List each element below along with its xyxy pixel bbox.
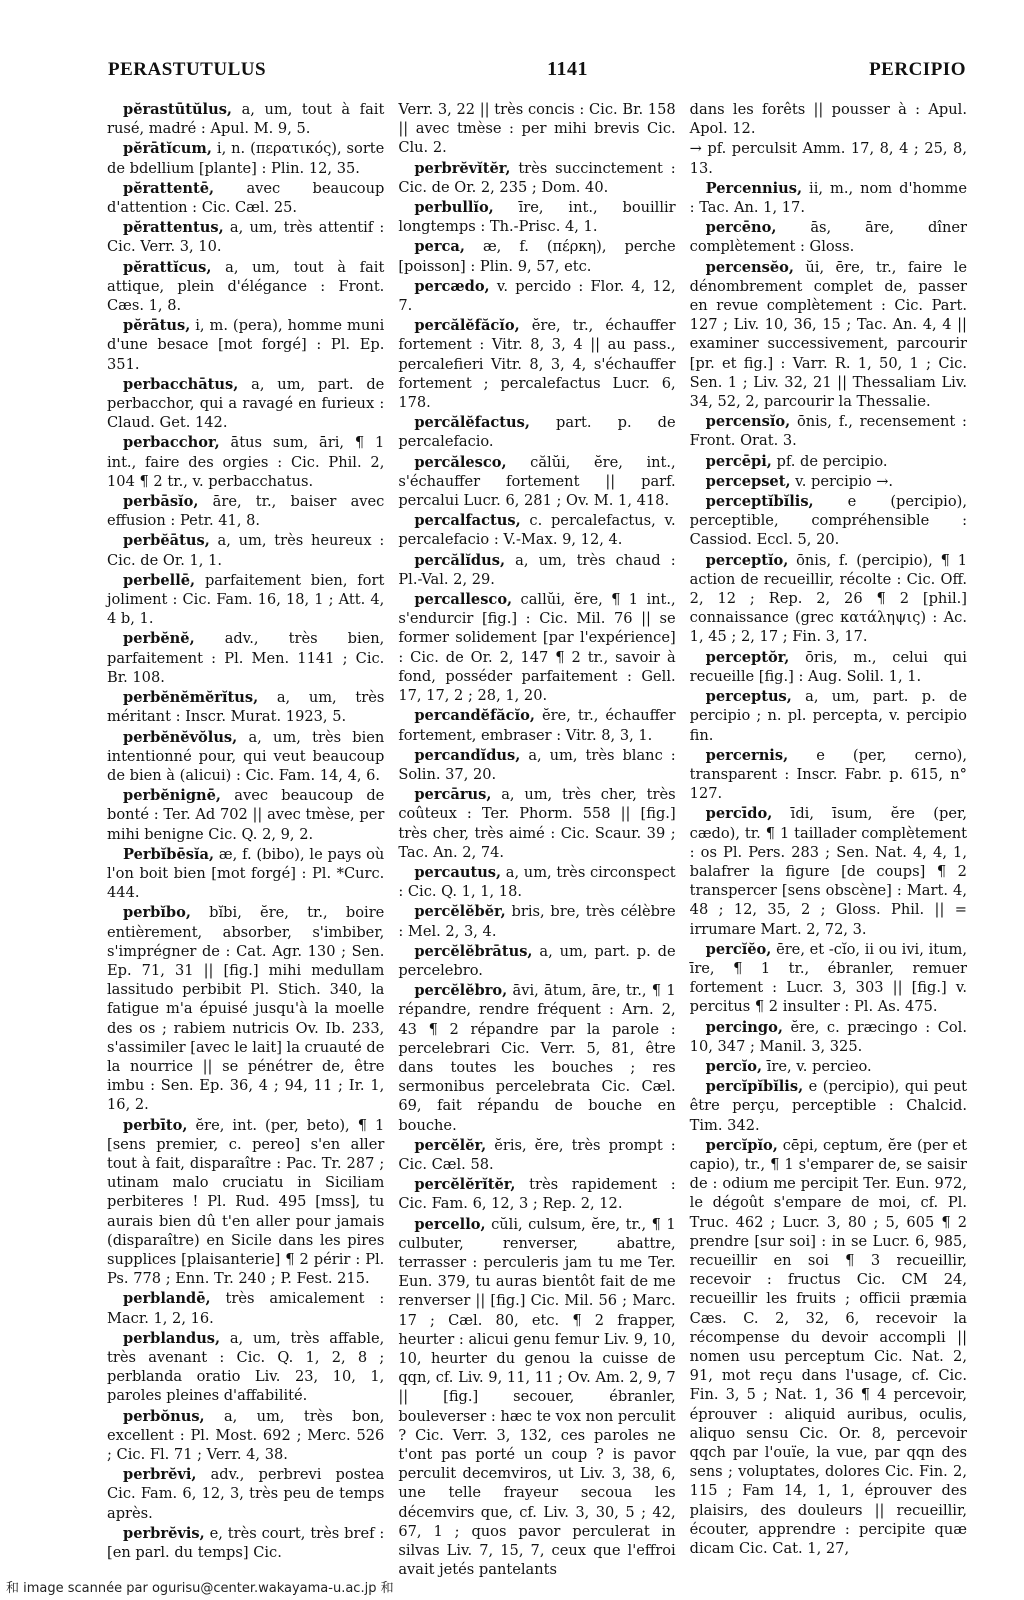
entry-headword: percĕlĕbĕr,: [414, 903, 506, 921]
entry-definition: bris, bre, très célèbre : Mel. 2, 3, 4.: [398, 903, 676, 940]
entry-headword: pĕrattentē,: [123, 179, 215, 197]
entry-headword: perbĕnignē,: [123, 787, 222, 805]
dictionary-entry: [107, 845, 384, 903]
dictionary-entry: [107, 1289, 384, 1327]
entry-headword: percălĕfactus,: [414, 414, 530, 432]
dictionary-entry: [690, 492, 967, 550]
dictionary-entry: [398, 981, 675, 1135]
entry-definition: æ, f. (bibo), le pays où l'on boit bien [mot forgé] : Pl. *Curc. 444.: [107, 845, 385, 902]
entry-definition: ĕre, tr., échauffer fortement : Vitr. 8, 3, 4 || au pass., percalefieri Vitr. 8, 3, 4, s'échauffer fortement ; percalefactus Lucr. 6, 178.: [398, 317, 676, 412]
entry-headword: percīdo,: [705, 805, 773, 823]
entry-definition: dans les forêts || pousser à : Apul. Apol. 12.: [689, 101, 967, 138]
entry-headword: percălĕfăcĭo,: [414, 317, 520, 335]
entry-definition: a, um, part. de perbacchor, qui a ravagé en furieux : Claud. Get. 142.: [107, 375, 385, 432]
entry-definition: e, très court, très bref : [en parl. du temps] Cic.: [107, 1524, 385, 1562]
dictionary-entry: [690, 1057, 967, 1076]
dictionary-entry: [690, 687, 967, 745]
entry-definition: pf. de percipio.: [771, 452, 888, 470]
dictionary-entry: [398, 590, 675, 705]
dictionary-entry: [107, 728, 384, 786]
entry-definition: a, um, part. p. de percipio ; n. pl. percepta, v. percipio fin.: [689, 688, 967, 744]
entry-headword: percingo,: [705, 1018, 783, 1036]
entry-headword: perceptus,: [705, 688, 792, 706]
entry-headword: perbrĕvis,: [123, 1524, 205, 1542]
entry-definition: v. percipio →.: [790, 472, 894, 490]
dictionary-entry: [107, 258, 384, 316]
dictionary-entry: [107, 433, 384, 491]
entry-headword: perceptĭo,: [705, 551, 789, 569]
entry-definition: très succinctement : Cic. de Or. 2, 235 ; Dom. 40.: [398, 159, 676, 196]
dictionary-entry: [107, 688, 384, 726]
entry-headword: percălesco,: [414, 453, 507, 471]
column-1: [107, 100, 385, 1562]
entry-headword: percandĕfăcĭo,: [414, 707, 535, 725]
column-2: [398, 100, 676, 1579]
entry-definition: Verr. 3, 22 || très concis : Cic. Br. 158 || avec tmèse : per mihi brevis Cic. Clu. 2.: [398, 101, 676, 157]
dictionary-entry: [398, 237, 675, 275]
entry-definition: i, m. (pera), homme muni d'une besace [mot forgé] : Pl. Ep. 351.: [107, 317, 385, 373]
dictionary-entry: [690, 139, 967, 177]
entry-definition: callŭi, ĕre, ¶ 1 int., s'endurcir [fig.] : Cic. Mil. 76 || se former solidement [par l'expérience] : Cic. de Or. 2, 147 ¶ 2 tr., savoir à fond, posséder parfaitement : Gell. 17, 17, 2 ; 28, 1, 20.: [398, 591, 676, 705]
entry-definition: très rapidement : Cic. Fam. 6, 12, 3 ; Rep. 2, 12.: [398, 1176, 676, 1213]
dictionary-entry: [398, 785, 675, 862]
entry-headword: percautus,: [414, 863, 502, 881]
dictionary-entry: [398, 413, 675, 451]
entry-headword: perbrĕvĭtĕr,: [414, 159, 511, 177]
dictionary-entry: [690, 472, 967, 491]
entry-definition: ĕre, tr., échauffer fortement, embraser : Vitr. 8, 3, 1.: [398, 707, 676, 744]
entry-definition: avec beaucoup d'attention : Cic. Cæl. 25.: [107, 179, 385, 217]
dictionary-entry: [398, 316, 675, 412]
entry-definition: part. p. de percalefacio.: [398, 414, 676, 451]
entry-headword: percĕlĕrĭtĕr,: [414, 1176, 516, 1194]
entry-definition: i, n. (περατικός), sorte de bdellium [plante] : Plin. 12, 35.: [107, 140, 385, 177]
dictionary-entry: [398, 100, 675, 158]
entry-headword: perbĕnĕ,: [123, 630, 195, 648]
dictionary-entry: [398, 1175, 675, 1213]
dictionary-entry: [398, 277, 675, 315]
entry-headword: percēpi,: [705, 452, 772, 470]
entry-definition: ōnis, f. (percipio), ¶ 1 action de recueillir, récolte : Cic. Off. 2, 12 ; Rep. 2, 26 ¶ 2 [phil.] connaissance (grec κατάληψις) : Ac. 1, 45 ; 2, 17 ; Fin. 3, 17.: [689, 551, 967, 646]
entry-headword: perbrĕvi,: [123, 1466, 197, 1484]
entry-definition: e (percipio), qui peut être perçu, perceptible : Chalcid. Tim. 342.: [689, 1078, 967, 1134]
entry-definition: a, um, très attentif : Cic. Verr. 3, 10.: [107, 219, 385, 256]
dictionary-entry: [107, 492, 384, 530]
entry-headword: percensĭo,: [705, 413, 791, 431]
entry-definition: e (per, cerno), transparent : Inscr. Fabr. p. 615, n° 127.: [689, 746, 967, 803]
entry-definition: ii, m., nom d'homme : Tac. An. 1, 17.: [689, 179, 967, 217]
dictionary-entry: [107, 531, 384, 569]
entry-headword: percensĕo,: [705, 258, 794, 276]
dictionary-entry: [398, 863, 675, 901]
entry-headword: percello,: [414, 1215, 486, 1233]
entry-headword: perbĭbo,: [123, 904, 191, 922]
entry-definition: călŭi, ĕre, int., s'échauffer fortement || parf. percalui Lucr. 6, 281 ; Ov. M. 1, 418.: [398, 453, 676, 510]
dictionary-entry: [690, 804, 967, 938]
entry-definition: a, um, très cher, très coûteux : Ter. Phorm. 558 || [fig.] très cher, très aimé : Cic. Scaur. 39 ; Tac. An. 2, 74.: [398, 786, 676, 861]
entry-headword: pĕrattentus,: [123, 219, 224, 237]
dictionary-entry: [107, 179, 384, 217]
dictionary-entry: [107, 903, 384, 1114]
dictionary-entry: [398, 198, 675, 236]
dictionary-entry: [690, 1136, 967, 1558]
entry-headword: Perbĭbēsĭa,: [123, 845, 215, 863]
dictionary-entry: [690, 218, 967, 256]
dictionary-entry: [690, 1077, 967, 1135]
entry-definition: ātus sum, āri, ¶ 1 int., faire des orgies : Cic. Phil. 2, 104 ¶ 2 tr., v. perbacchatus.: [107, 434, 385, 490]
entry-definition: a, um, très heureux : Cic. de Or. 1, 1.: [107, 532, 385, 569]
page-number: 1141: [547, 58, 589, 80]
dictionary-entry: [690, 412, 967, 450]
entry-definition: ŭi, ēre, tr., faire le dénombrement complet de, passer en revue complètement : Cic. Part. 127 ; Liv. 10, 36, 15 ; Tac. An. 4, 4 || examiner successivement, parcourir [pr. et fig.] : Varr. R. 1, 50, 1 ; Cic. Sen. 1 ; Liv. 32, 21 || Thessaliam Liv. 34, 52, 2, parcourir la Thessalie.: [689, 258, 967, 411]
dictionary-entry: [107, 1524, 384, 1562]
dictionary-entry: [107, 375, 384, 433]
entry-definition: īre, v. percieo.: [762, 1057, 872, 1075]
entry-definition: très amicalement : Macr. 1, 2, 16.: [107, 1290, 385, 1327]
entry-definition: → pf. perculsit Amm. 17, 8, 4 ; 25, 8, 13.: [689, 140, 967, 177]
entry-definition: a, um, très bon, excellent : Pl. Most. 692 ; Merc. 526 ; Cic. Fl. 71 ; Verr. 4, 38.: [107, 1407, 385, 1464]
entry-headword: perca,: [414, 238, 465, 256]
entry-headword: perceptŏr,: [705, 648, 790, 666]
entry-definition: ĕre, c. præcingo : Col. 10, 347 ; Manil. 3, 325.: [689, 1018, 967, 1055]
entry-headword: percĭpĭbĭlis,: [705, 1078, 804, 1096]
dictionary-entry: [107, 629, 384, 687]
dictionary-entry: [398, 159, 675, 197]
entry-definition: a, um, très chaud : Pl.-Val. 2, 29.: [398, 551, 676, 588]
dictionary-entry: [690, 940, 967, 1017]
dictionary-entry: [107, 1407, 384, 1465]
entry-headword: pĕrātus,: [123, 317, 191, 335]
entry-definition: c. percalefactus, v. percalefacio : V.-Max. 9, 12, 4.: [398, 512, 676, 549]
entry-headword: perbellē,: [123, 571, 196, 589]
entry-headword: perbĕnĕmĕrĭtus,: [123, 689, 259, 707]
scan-credit: 和 image scannée par ogurisu@center.wakayama-u.ac.jp 和: [6, 1581, 394, 1596]
entry-definition: ās, āre, dîner complètement : Gloss.: [689, 219, 967, 256]
dictionary-entry: [107, 1116, 384, 1289]
dictionary-entry: [107, 100, 384, 138]
entry-headword: perbacchātus,: [123, 375, 239, 393]
entry-definition: cēpi, ceptum, ĕre (per et capio), tr., ¶ 1 s'emparer de, se saisir de : odium me percipit Ter. Eun. 972, le dégoût s'empare de moi, cf. Pl. Truc. 462 ; Lucr. 3, 80 ; 5, 605 ¶ 2 prendre [sur soi] : in se Lucr. 6, 985, recueillir en soi ¶ 3 recueillir, recevoir : fructus Cic. CM 24, recueillir les fruits ; officii præmia Cæs. C. 2, 32, 6, recevoir la récompense du devoir accompli || nomen usu perceptum Cic. Nat. 2, 91, mot reçu dans l'usage, cf. Cic. Fin. 3, 5 ; Nat. 1, 36 ¶ 4 percevoir, éprouver : aliquid auribus, oculis, aliquo sensu Cic. Or. 8, percevoir qqch par l'ouïe, la vue, par qqn des sens ; voluptates, dolores Cic. Fin. 2, 115 ; Fam 14, 1, 1, éprouver des plaisirs, des douleurs || recueillir, écouter, apprendre : percipite quæ dicam Cic. Cat. 1, 27,: [689, 1136, 967, 1558]
entry-headword: percārus,: [414, 786, 492, 804]
entry-headword: perbĕnĕvŏlus,: [123, 728, 238, 746]
entry-definition: v. percido : Flor. 4, 12, 7.: [398, 277, 676, 315]
dictionary-entry: [398, 706, 675, 744]
entry-headword: percædo,: [414, 277, 490, 295]
entry-definition: ĕris, ĕre, très prompt : Cic. Cæl. 58.: [398, 1136, 676, 1173]
entry-headword: Percennius,: [705, 179, 803, 197]
dictionary-entry: [398, 902, 675, 940]
entry-definition: a, um, part. p. de percelebro.: [398, 942, 676, 979]
column-3: [689, 100, 967, 1558]
entry-headword: percĭpĭo,: [705, 1136, 778, 1154]
entry-headword: percalfactus,: [414, 512, 521, 530]
entry-definition: bĭbi, ĕre, tr., boire entièrement, absorber, s'imbiber, s'imprégner de : Cat. Agr. 130 ; Sen. Ep. 71, 31 || [fig.] mihi medullam lassitudo perbibit Pl. Stich. 340, la fatigue m'a épuisé jusqu'à la moelle des os ; rabiem nutricis Ov. Ib. 233, s'assimiler [avec le lait] la cruauté de la nourrice || se pénétrer de, être imbu : Sen. Ep. 36, 4 ; 94, 11 ; Ir. 1, 16, 2.: [107, 904, 385, 1114]
entry-definition: e (percipio), perceptible, compréhensible : Cassiod. Eccl. 5, 20.: [689, 493, 967, 549]
entry-headword: percĕlĕr,: [414, 1136, 487, 1154]
entry-definition: a, um, très méritant : Inscr. Murat. 1923, 5.: [107, 689, 385, 726]
entry-definition: a, um, tout à fait rusé, madré : Apul. M. 9, 5.: [107, 101, 385, 138]
dictionary-entry: [107, 218, 384, 256]
dictionary-entry: [398, 1136, 675, 1174]
dictionary-entry: [107, 316, 384, 374]
dictionary-entry: [690, 1018, 967, 1056]
entry-headword: percepset,: [705, 472, 791, 490]
entry-headword: percălĭdus,: [414, 551, 506, 569]
entry-definition: a, um, tout à fait attique, plein d'élégance : Front. Cæs. 1, 8.: [107, 258, 385, 315]
entry-headword: pĕrattĭcus,: [123, 258, 212, 276]
entry-headword: percallesco,: [414, 591, 513, 609]
entry-headword: perbullĭo,: [414, 199, 494, 217]
dictionary-entry: [690, 100, 967, 138]
entry-headword: pĕrastūtŭlus,: [123, 101, 233, 118]
dictionary-entry: [107, 571, 384, 629]
entry-definition: a, um, très affable, très avenant : Cic. Q. 1, 2, 8 ; perblanda oratio Liv. 23, 10, 1, paroles pleines d'affabilité.: [107, 1329, 385, 1405]
entry-definition: cŭli, culsum, ĕre, tr., ¶ 1 culbuter, renverser, abattre, terrasser : perculeris jam tu me Ter. Eun. 379, tu auras bientôt fait de me renverser || [fig.] Cic. Mil. 56 ; Marc. 17 ; Cæl. 80, etc. ¶ 2 frapper, heurter : alicui genu femur Liv. 9, 10, 10, heurter du genou la cuisse de qqn, cf. Liv. 9, 11, 11 ; Ov. Am. 2, 9, 7 || [fig.] secouer, ébranler, bouleverser : hæc te vox non perculit ? Cic. Verr. 3, 132, ces paroles ne t'ont pas porté un coup ? is pavor perculit decemviros, ut Liv. 3, 38, 6, une telle frayeur secoua les décemvirs que, cf. Liv. 3, 30, 5 ; 42, 67, 1 ; quos pavor perculerat in silvas Liv. 7, 15, 7, ceux que l'effroi avait jetés pantelants: [398, 1215, 676, 1579]
dictionary-entry: [398, 942, 675, 980]
entry-headword: perblandus,: [123, 1329, 221, 1347]
entry-definition: ēre, et -cĭo, ii ou ivi, itum, īre, ¶ 1 tr., ébranler, remuer fortement : Lucr. 3, 303 || [fig.] v. percitus ¶ 2 insulter : Pl. As. 475.: [689, 940, 967, 1016]
dictionary-entry: [690, 258, 967, 412]
dictionary-entry: [690, 648, 967, 686]
dictionary-entry: [107, 139, 384, 177]
entry-definition: a, um, très bien intentionné pour, qui veut beaucoup de bien à (alicui) : Cic. Fam. 14, 4, 6.: [107, 728, 385, 784]
dictionary-entry: [690, 452, 967, 471]
entry-headword: percernis,: [705, 746, 789, 764]
entry-definition: æ, f. (πέρκη), perche [poisson] : Plin. 9, 57, etc.: [398, 238, 676, 275]
dictionary-entry: [398, 511, 675, 549]
entry-definition: āvi, ātum, āre, tr., ¶ 1 répandre, rendre fréquent : Arn. 2, 43 ¶ 2 répandre par la parole : percelebrari Cic. Verr. 5, 81, être dans toutes les bouches ; res sermonibus percelebrata Cic. Cæl. 69, fait répandu de bouche en bouche.: [398, 982, 676, 1134]
entry-definition: āre, tr., baiser avec effusion : Petr. 41, 8.: [107, 493, 385, 530]
entry-definition: ĕre, int. (per, beto), ¶ 1 [sens premier, c. pereo] s'en aller tout à fait, disparaître : Pac. Tr. 287 ; utinam malo cruciatu in Siciliam perbiteres ! Pl. Rud. 495 [mss], tu aurais bien dû t'en aller pour jamais (disparaître) en Sicile dans les pires supplices [plaisanterie] ¶ 2 périr : Pl. Ps. 778 ; Enn. Tr. 240 ; P. Fest. 215.: [107, 1116, 385, 1288]
entry-headword: percēno,: [705, 219, 777, 237]
entry-definition: ōris, m., celui qui recueille [fig.] : Aug. Solil. 1, 1.: [689, 648, 967, 685]
entry-definition: parfaitement bien, fort joliment : Cic. Fam. 16, 18, 1 ; Att. 4, 4 b, 1.: [107, 571, 385, 628]
entry-definition: a, um, très circonspect : Cic. Q. 1, 1, 18.: [398, 863, 676, 901]
dictionary-entry: [107, 1329, 384, 1406]
entry-headword: percĭo,: [705, 1057, 763, 1075]
dictionary-entry: [398, 746, 675, 784]
entry-headword: perbŏnus,: [123, 1407, 205, 1425]
entry-headword: percĭĕo,: [705, 940, 772, 958]
dictionary-entry: [690, 179, 967, 217]
entry-definition: a, um, très blanc : Solin. 37, 20.: [398, 746, 676, 783]
text-columns: [107, 100, 967, 1579]
running-head-left: PERASTUTULUS: [108, 59, 267, 80]
entry-definition: īre, int., bouillir longtemps : Th.-Prisc. 4, 1.: [398, 199, 676, 236]
entry-definition: adv., très bien, parfaitement : Pl. Men. 1141 ; Cic. Br. 108.: [107, 630, 385, 686]
entry-headword: perbīto,: [123, 1116, 188, 1134]
entry-headword: perceptĭbĭlis,: [705, 493, 814, 511]
entry-headword: pĕrātĭcum,: [123, 140, 212, 158]
entry-definition: adv., perbrevi postea Cic. Fam. 6, 12, 3, très peu de temps après.: [107, 1466, 385, 1522]
dictionary-entry: [107, 786, 384, 844]
entry-definition: īdi, īsum, ĕre (per, cædo), tr. ¶ 1 taillader complètement : os Pl. Pers. 283 ; Sen. Nat. 4, 4, 1, balafrer la figure [de coups] ¶ 2 transpercer [sens obscène] : Mart. 4, 48 ; 12, 35, 2 ; Gloss. Phil. || = irrumare Mart. 2, 72, 3.: [689, 805, 967, 938]
entry-headword: percandĭdus,: [414, 746, 521, 764]
dictionary-entry: [690, 551, 967, 647]
dictionary-entry: [398, 551, 675, 589]
entry-headword: percĕlĕbro,: [414, 982, 508, 1000]
dictionary-entry: [398, 1215, 675, 1580]
entry-definition: ōnis, f., recensement : Front. Orat. 3.: [689, 413, 967, 450]
running-head-right: PERCIPIO: [869, 59, 966, 80]
entry-headword: perblandē,: [123, 1290, 211, 1308]
entry-definition: avec beaucoup de bonté : Ter. Ad 702 || avec tmèse, per mihi benigne Cic. Q. 2, 9, 2.: [107, 787, 385, 843]
dictionary-entry: [398, 453, 675, 511]
entry-headword: perbacchor,: [123, 434, 220, 452]
page-header: [108, 58, 966, 88]
entry-headword: perbāsĭo,: [123, 493, 199, 511]
entry-headword: percĕlĕbrātus,: [414, 942, 533, 960]
dictionary-entry: [107, 1465, 384, 1523]
dictionary-entry: [690, 746, 967, 804]
entry-headword: perbĕātus,: [123, 532, 210, 550]
